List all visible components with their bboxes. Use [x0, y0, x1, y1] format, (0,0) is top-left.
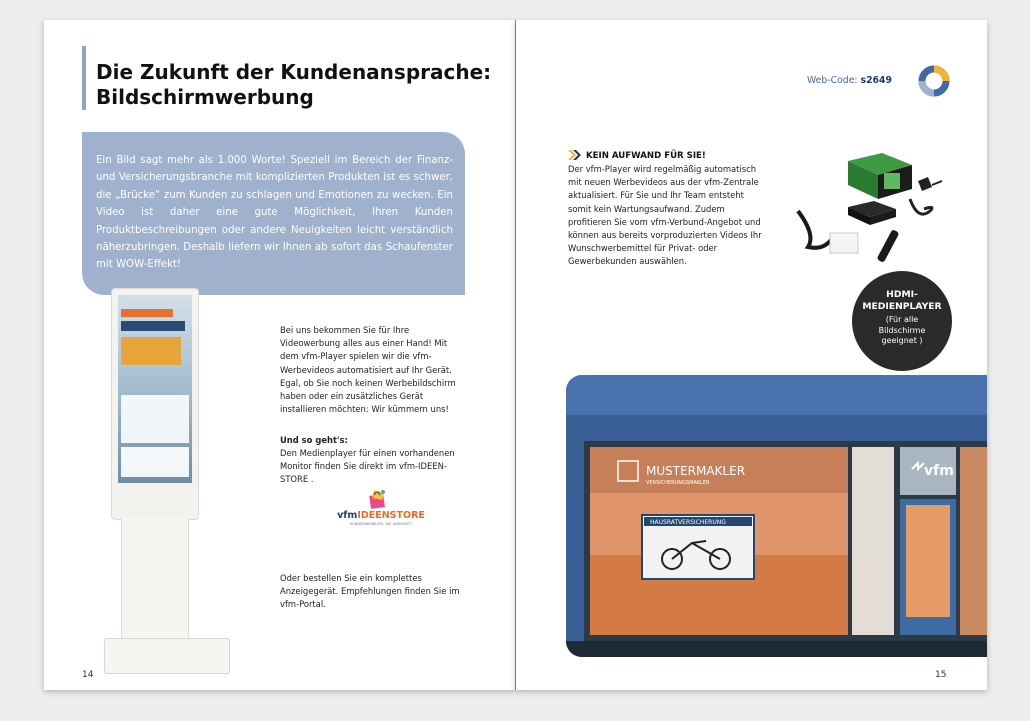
intro-text: Ein Bild sagt mehr als 1.000 Worte! Speziell im Bereich der Finanz- und Versicherungsbranche mit komplizierten Produkten ist es schwer, die „Brücke“ zum Kunden zu schlagen und Emotionen zu wecken. Ein Video ist daher eine gute Möglichkeit, Ihren Kunden Produktbeschreibungen oder andere Neuigkeiten leicht verständlich näherzubringen. Deshalb liefern wir Ihnen ab sofort das Schaufenster mit WOW-Effekt! [96, 155, 453, 271]
paragraph-videowerbung: Bei uns bekommen Sie für Ihre Videowerbung alles aus einer Hand! Mit dem vfm-Player spielen wir die vfm-Werbevideos automatisiert auf Ihr Gerät. Egal, ob Sie noch keinen Werbebildschirm haben oder ein zusätzliches Gerät installieren möchten: Wir kümmern uns! [280, 325, 456, 415]
screen-banner-yellow [121, 337, 181, 365]
window-vfm-logo: vfm [924, 463, 954, 479]
stele-pole [121, 518, 189, 649]
screen-footer-block [121, 447, 189, 477]
webcode-label: Web-Code: [807, 75, 858, 86]
shop-sign-sub: VERSICHERUNGSMAKLER [646, 480, 710, 486]
screen-banner-new [121, 309, 173, 317]
webcode-value: s2649 [860, 75, 892, 86]
section-heading: KEIN AUFWAND FÜR SIE! [586, 151, 706, 161]
chevron-right-icon [567, 149, 583, 161]
store-wordmark [326, 510, 436, 521]
store-bag-icon [364, 488, 390, 510]
screen-banner-heading [121, 321, 185, 331]
page-number-right: 15 [935, 670, 947, 680]
shop-sign: MUSTERMAKLER [646, 464, 746, 478]
logo-word-ideenstore: IDEENSTORE [357, 510, 425, 521]
hdmi-badge [852, 271, 952, 371]
left-page [44, 20, 515, 690]
logo-word-vfm: vfm [337, 510, 358, 521]
logo-tagline: KUNDENWERBUNG, DIE ANKOMMT! [349, 522, 413, 526]
page-title: Die Zukunft der Kundenansprache: Bildschirmwerbung [96, 60, 492, 109]
paragraph-medienplayer: Den Medienplayer für einen vorhandenen Monitor finden Sie direkt im vfm-IDEEN-STORE . [280, 448, 455, 485]
screen-text-block [121, 395, 189, 443]
stele-head [111, 288, 199, 520]
stele-screen [118, 295, 192, 483]
shop-window-photo [566, 375, 987, 657]
section-body: Der vfm-Player wird regelmäßig automatisch mit neuen Werbevideos aus der vfm-Zentrale aktualisiert. Für Sie und Ihr Team entsteht somit kein Wartungsaufwand. Zudem profitieren Sie vom vfm-Verbund-Angebot und können aus bereits vorproduzierten Videos Ihr Wunschwerbemittel für Privat- oder Gewerbekunden auswählen. [568, 164, 762, 267]
paragraph-anzeigegeraet: Oder bestellen Sie ein komplettes Anzeigegerät. Empfehlungen finden Sie im vfm-Portal. [280, 573, 460, 610]
webcode [807, 75, 892, 86]
page-number-left: 14 [82, 670, 94, 680]
media-player-product-image [786, 151, 954, 269]
title-accent-bar [82, 46, 86, 110]
stele-base [104, 638, 230, 674]
webcode-ring-icon [918, 65, 950, 97]
subheading-so-gehts: Und so geht's: [280, 435, 348, 445]
badge-title: HDMI-MEDIENPLAYER [862, 289, 942, 312]
vfm-ideenstore-logo [326, 488, 436, 530]
display-stele-image [104, 288, 204, 678]
intro-box [82, 132, 465, 295]
screen-text: HAUSRATVERSICHERUNG [650, 519, 726, 526]
shop-facade-illustration [566, 375, 987, 657]
badge-subtitle: (Für alle Bildschirme geeignet ) [878, 315, 926, 345]
right-page [516, 20, 987, 690]
